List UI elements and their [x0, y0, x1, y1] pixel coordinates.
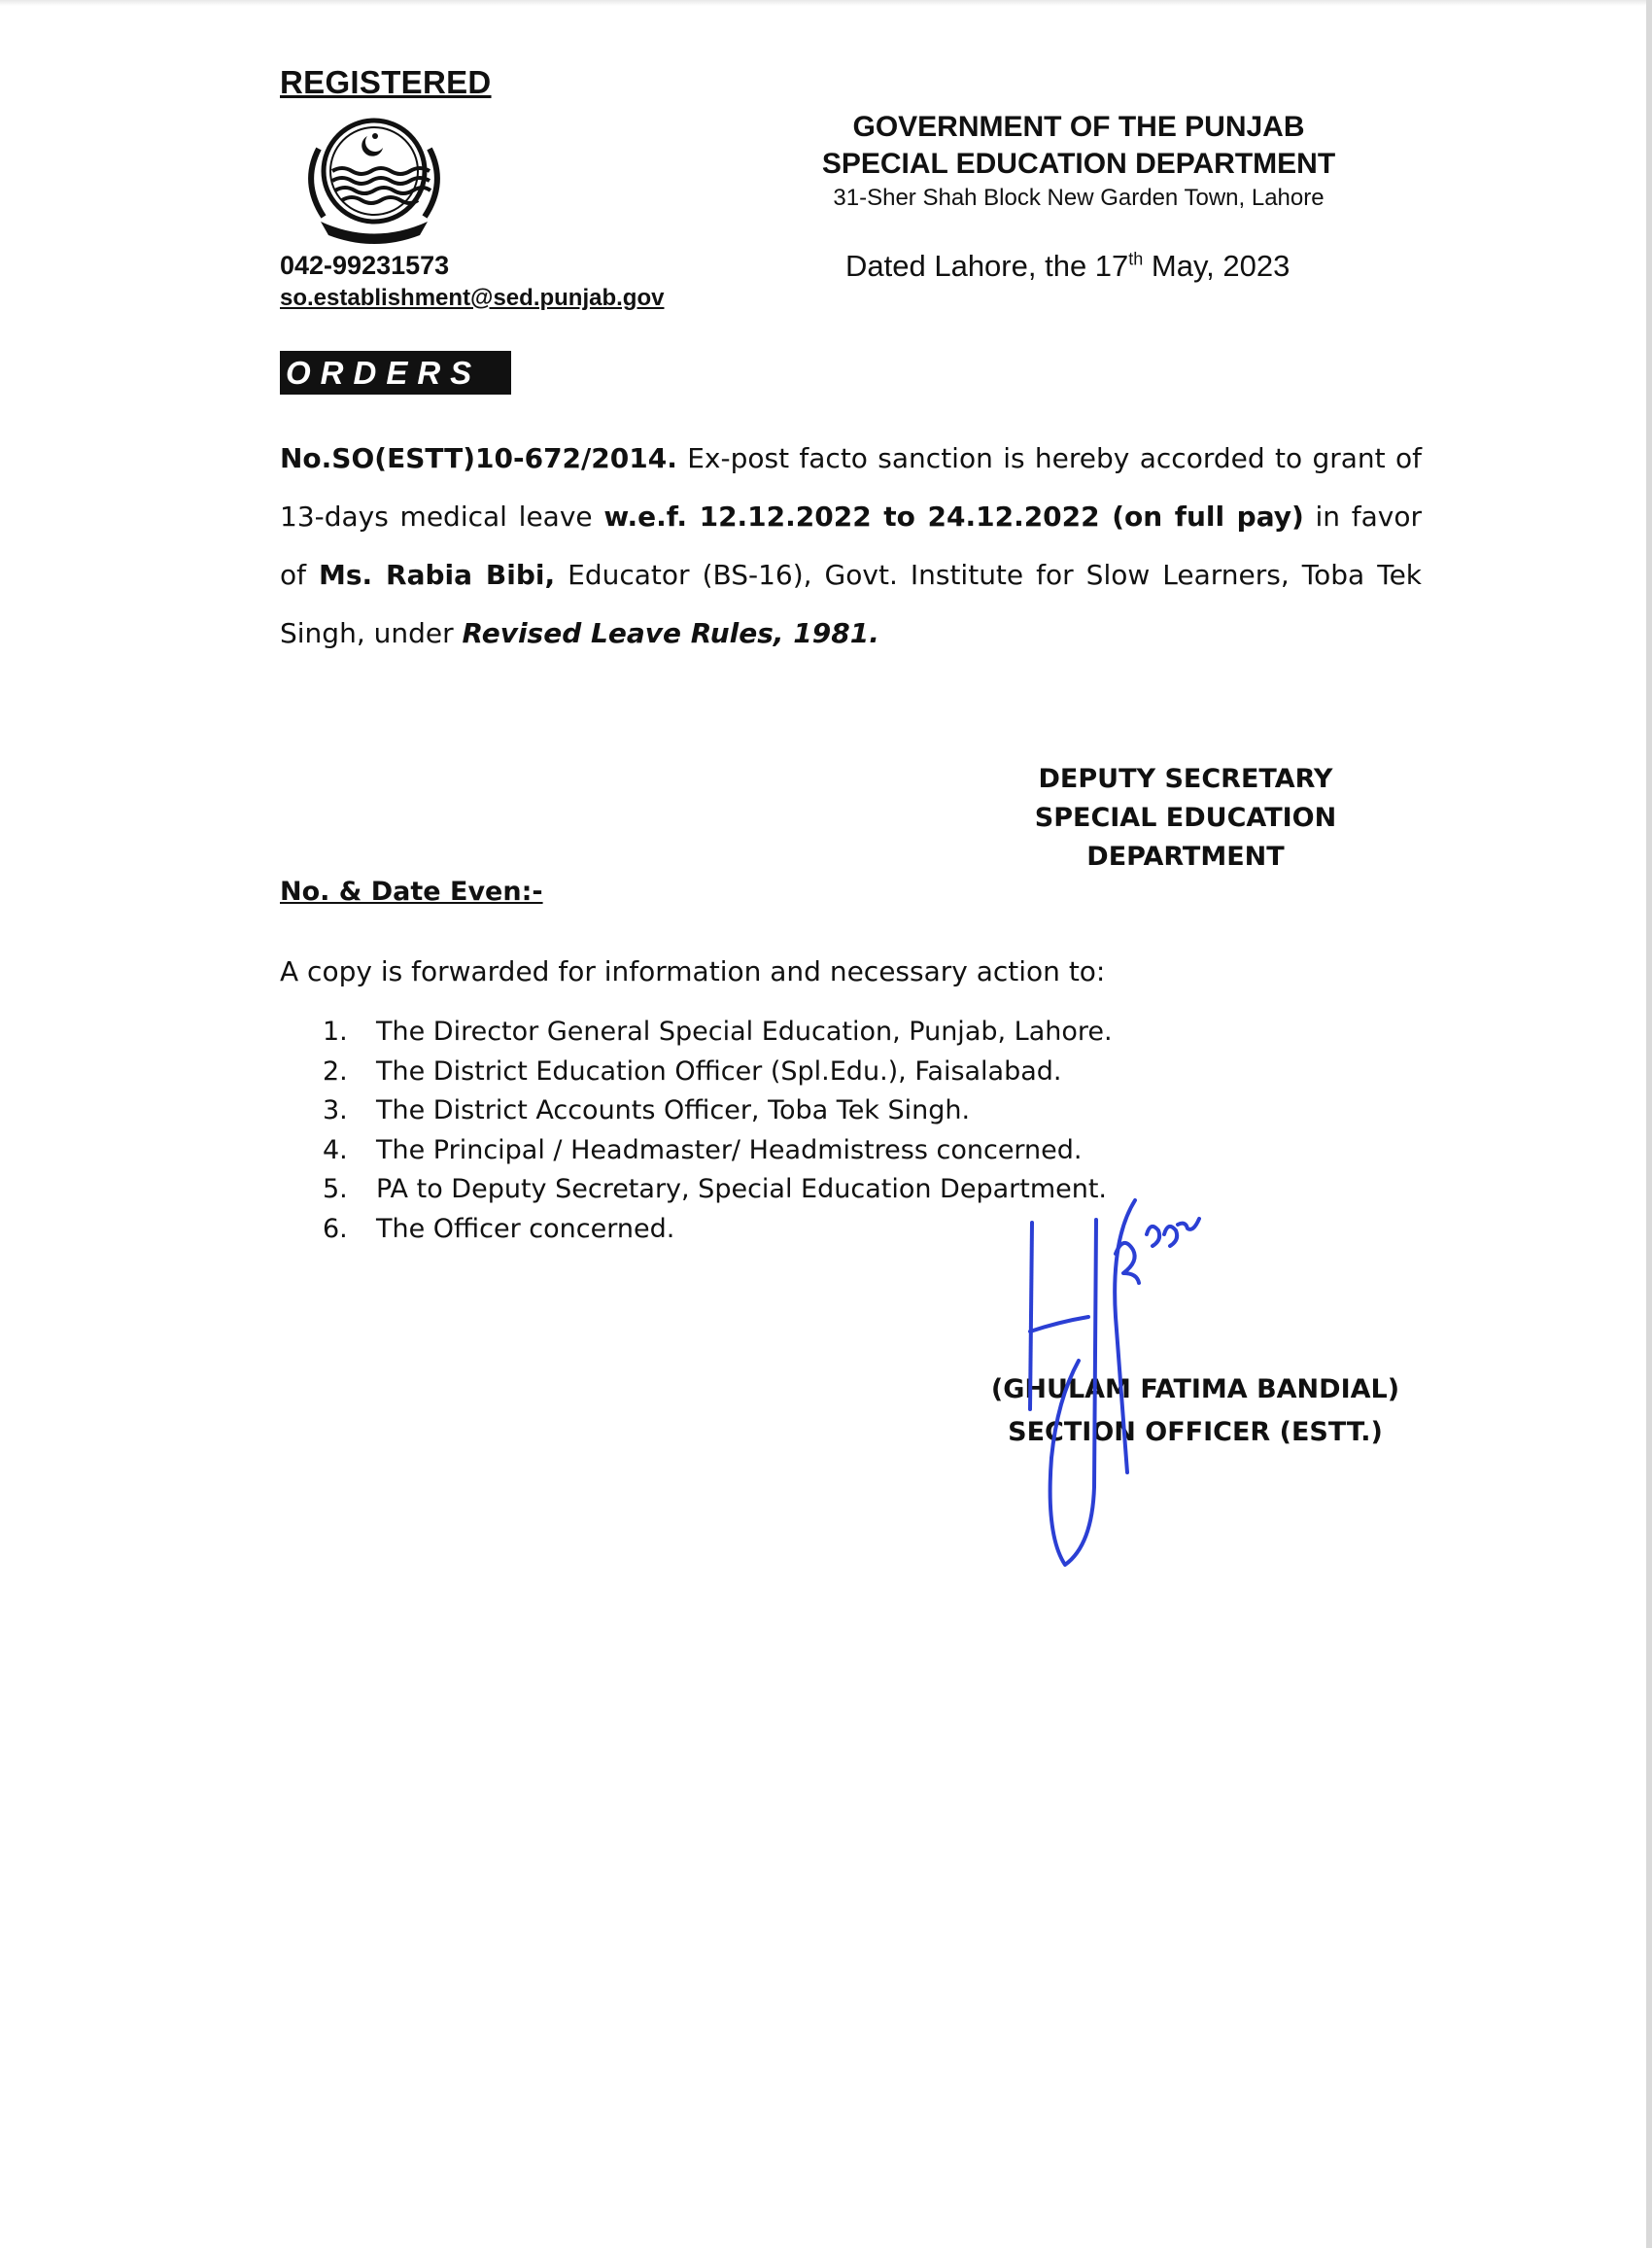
dated-ordinal: th: [1128, 249, 1144, 269]
order-number: No.SO(ESTT)10-672/2014.: [280, 442, 677, 474]
department-address: 31-Sher Shah Block New Garden Town, Lahore: [833, 185, 1325, 211]
list-number: 6.: [323, 1213, 348, 1244]
signatory-block: [972, 1368, 1419, 1454]
deputy-line-2: SPECIAL EDUCATION: [1034, 803, 1337, 833]
deputy-secretary-block: [1011, 760, 1360, 877]
list-item: [323, 1091, 1113, 1131]
list-text: The District Accounts Officer, Toba Tek Singh.: [376, 1095, 971, 1125]
government-title: GOVERNMENT OF THE PUNJAB: [852, 111, 1305, 143]
list-number: 1.: [323, 1017, 348, 1047]
list-item: [323, 1053, 1113, 1092]
phone-number: 042-99231573: [280, 251, 450, 280]
copy-recipient-list: [323, 1013, 1113, 1249]
deputy-line-3: DEPARTMENT: [1086, 842, 1285, 872]
order-paragraph: [280, 430, 1422, 663]
scan-right-edge: [1646, 0, 1652, 2248]
registered-label: REGISTERED: [280, 64, 492, 100]
leave-period: w.e.f. 12.12.2022 to 24.12.2022 (on full pay): [603, 501, 1304, 533]
list-number: 3.: [323, 1095, 348, 1125]
list-text: The Principal / Headmaster/ Headmistress concerned.: [376, 1134, 1083, 1165]
scan-top-edge: [0, 0, 1652, 6]
list-number: 4.: [323, 1134, 348, 1165]
dated-line: [845, 249, 1290, 284]
signatory-name: (GHULAM FATIMA BANDIAL): [990, 1374, 1400, 1404]
leave-rules: Revised Leave Rules, 1981.: [462, 617, 879, 649]
deputy-line-1: DEPUTY SECRETARY: [1038, 764, 1333, 794]
list-number: 5.: [323, 1174, 348, 1204]
department-header: [777, 109, 1380, 214]
dated-rest: May, 2023: [1143, 249, 1291, 283]
signatory-title: SECTION OFFICER (ESTT.): [1008, 1417, 1383, 1447]
no-date-even: No. & Date Even:-: [280, 877, 543, 907]
list-text: The Officer concerned.: [376, 1213, 675, 1244]
list-item: [323, 1170, 1113, 1210]
dated-prefix: Dated Lahore, the 17: [845, 249, 1129, 283]
list-text: The District Education Officer (Spl.Edu.), Faisalabad.: [376, 1055, 1062, 1087]
order-text-3: Educator (BS-16), Govt. Institute for Slow Learners, Toba Tek Singh, under: [280, 559, 1423, 649]
orders-heading-box: [280, 351, 511, 395]
order-text-2: in favor of: [280, 501, 1423, 591]
list-text: PA to Deputy Secretary, Special Education Department.: [376, 1174, 1108, 1204]
copy-intro: A copy is forwarded for information and necessary action to:: [280, 955, 1106, 987]
orders-heading: ORDERS: [286, 355, 482, 391]
list-item: [323, 1131, 1113, 1171]
punjab-emblem-icon: [292, 115, 457, 246]
list-item: [323, 1013, 1113, 1053]
email-address[interactable]: so.establishment@sed.punjab.gov: [280, 285, 665, 311]
order-text-1: Ex-post facto sanction is hereby accorded to grant of 13-days medical leave: [280, 442, 1422, 533]
department-title: SPECIAL EDUCATION DEPARTMENT: [821, 148, 1336, 180]
list-item: [323, 1210, 1113, 1250]
list-text: The Director General Special Education, Punjab, Lahore.: [376, 1017, 1113, 1047]
list-number: 2.: [323, 1055, 348, 1087]
employee-name: Ms. Rabia Bibi,: [319, 559, 556, 591]
